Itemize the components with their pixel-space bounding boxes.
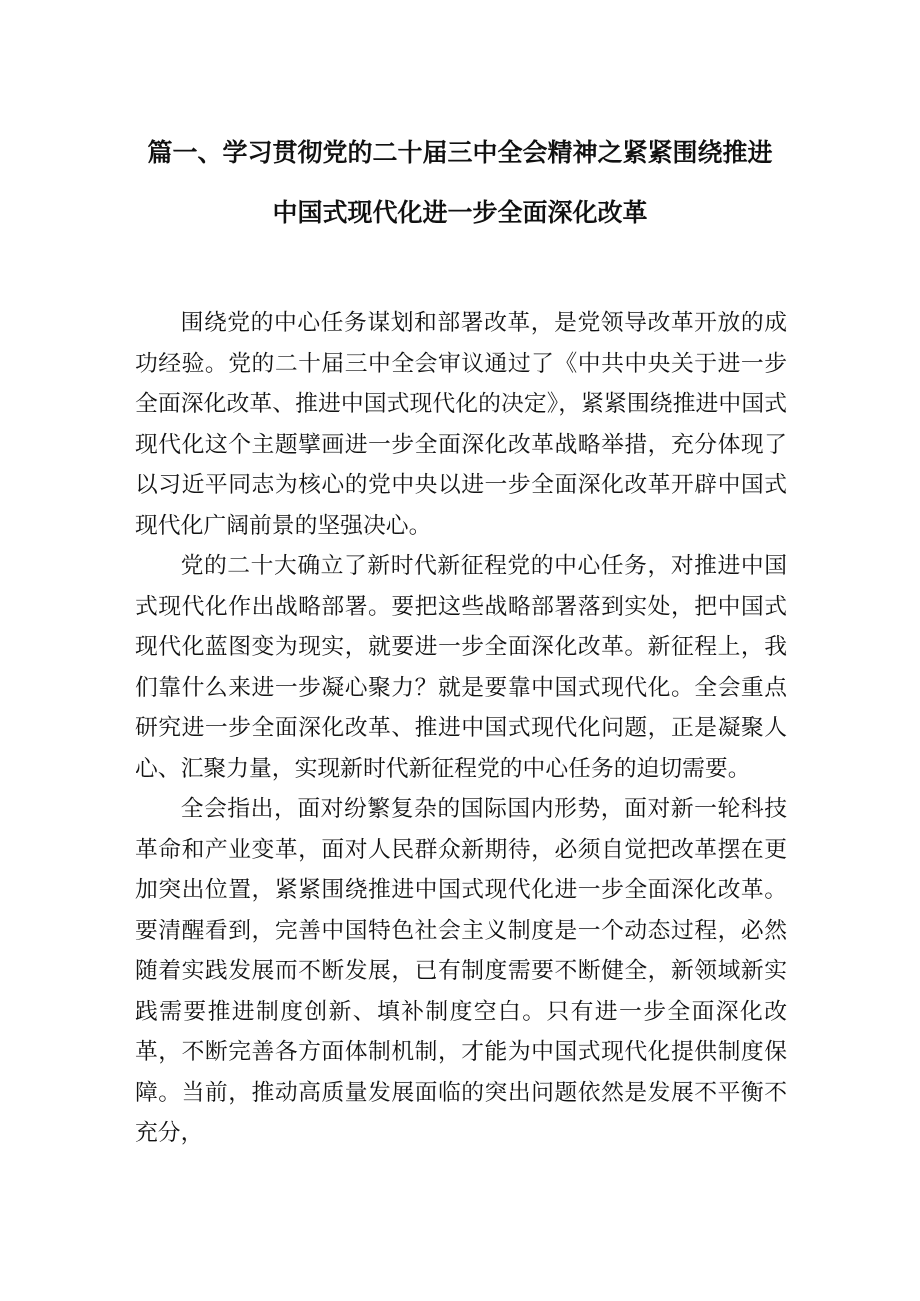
paragraph-3: 全会指出，面对纷繁复杂的国际国内形势，面对新一轮科技革命和产业变革，面对人民群众新期待，必须自觉把改革摆在更加突出位置，紧紧围绕推进中国式现代化进一步全面深化改革。要清醒看到，完善中国特色社会主义制度是一个动态过程，必然随着实践发展而不断发展，已有制度需要不断健全，新领域新实践需要推进制度创新、填补制度空白。只有进一步全面深化改革，不断完善各方面体制机制，才能为中国式现代化提供制度保障。当前，推动高质量发展面临的突出问题依然是发展不平衡不充分，: [135, 796, 787, 1146]
title-line-1: 篇一、学习贯彻党的二十届三中全会精神之紧紧围绕推进: [147, 138, 773, 167]
paragraph-2: 党的二十大确立了新时代新征程党的中心任务，对推进中国式现代化作出战略部署。要把这些战略部署落到实处，把中国式现代化蓝图变为现实，就要进一步全面深化改革。新征程上，我们靠什么来进一步凝心聚力？就是要靠中国式现代化。全会重点研究进一步全面深化改革、推进中国式现代化问题，正是凝聚人心、汇聚力量，实现新时代新征程党的中心任务的迫切需要。: [135, 553, 787, 782]
title-line-2: 中国式现代化进一步全面深化改革: [272, 198, 648, 227]
document-body: [135, 303, 787, 1154]
paragraph-1: 围绕党的中心任务谋划和部署改革，是党领导改革开放的成功经验。党的二十届三中全会审议通过了《中共中央关于进一步全面深化改革、推进中国式现代化的决定》，紧紧围绕推进中国式现代化这个主题擘画进一步全面深化改革战略举措，充分体现了以习近平同志为核心的党中央以进一步全面深化改革开辟中国式现代化广阔前景的坚强决心。: [135, 310, 787, 539]
document-title: [0, 138, 920, 228]
